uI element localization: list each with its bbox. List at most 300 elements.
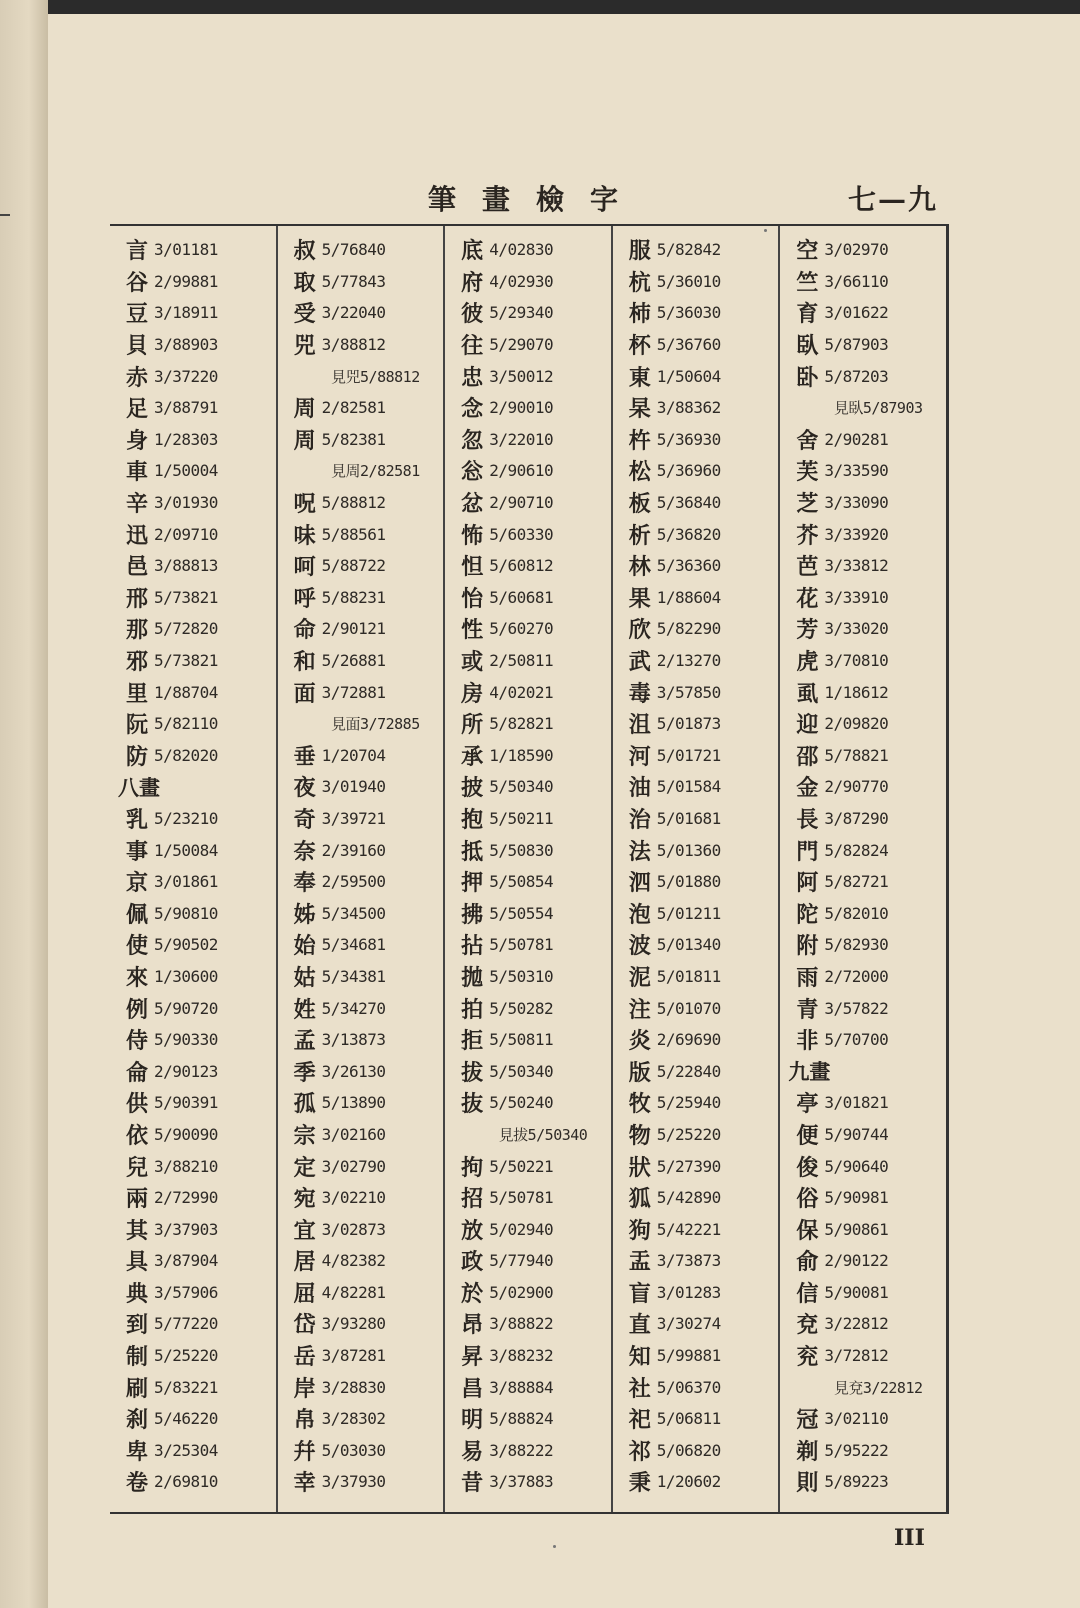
index-entry — [780, 771, 946, 803]
entry-character: 念 — [461, 396, 484, 423]
entry-character: 祀 — [628, 1407, 651, 1434]
index-entry — [278, 297, 444, 329]
index-entry — [445, 424, 611, 456]
entry-character: 辛 — [125, 491, 148, 518]
entry-code: 3/37220 — [154, 366, 218, 386]
index-entry — [278, 1182, 444, 1214]
entry-code: 5/01340 — [656, 935, 721, 955]
entry-code: 5/03030 — [321, 1440, 386, 1460]
entry-code: 5/88824 — [489, 1409, 554, 1429]
entry-character: 來 — [125, 964, 148, 991]
index-entry — [110, 961, 276, 993]
entry-character: 奈 — [293, 838, 316, 865]
entry-character: 則 — [796, 1470, 819, 1497]
entry-character: 青 — [796, 996, 819, 1023]
index-entry — [445, 1055, 611, 1087]
entry-code: 5/76840 — [321, 240, 386, 260]
index-entry — [780, 1119, 946, 1151]
entry-character: 岳 — [293, 1344, 316, 1371]
entry-code: 1/30600 — [154, 966, 218, 986]
entry-character: 毒 — [628, 680, 651, 707]
entry-code: 3/02160 — [321, 1124, 386, 1144]
entry-character: 兕 — [293, 333, 316, 360]
entry-character: 昔 — [461, 1470, 484, 1497]
entry-character: 邪 — [125, 649, 148, 676]
entry-character: 武 — [628, 649, 651, 676]
entry-character: 油 — [628, 775, 651, 802]
entry-code: 5/36960 — [656, 461, 721, 481]
entry-code: 2/69810 — [154, 1472, 218, 1492]
see-reference: 見拔5/50340 — [498, 1125, 588, 1144]
entry-code: 5/01880 — [656, 872, 721, 892]
entry-code: 5/72820 — [154, 619, 218, 639]
entry-character: 炎 — [628, 1028, 651, 1055]
entry-character: 昇 — [461, 1344, 484, 1371]
index-column — [443, 226, 611, 1512]
index-entry — [445, 771, 611, 803]
entry-code: 2/59500 — [321, 872, 386, 892]
entry-code: 5/01811 — [656, 966, 721, 986]
entry-character: 杲 — [628, 396, 651, 423]
entry-character: 狗 — [628, 1217, 651, 1244]
index-entry — [613, 1466, 779, 1498]
entry-code: 3/22040 — [321, 303, 386, 323]
index-entry — [278, 1213, 444, 1245]
entry-character: 取 — [293, 269, 316, 296]
index-entry — [278, 1277, 444, 1309]
entry-code: 3/37883 — [489, 1472, 554, 1492]
entry-character: 拍 — [461, 996, 484, 1023]
entry-character: 非 — [796, 1028, 819, 1055]
index-entry — [278, 961, 444, 993]
index-entry — [780, 424, 946, 456]
entry-code: 5/90861 — [824, 1219, 889, 1239]
index-entry — [110, 708, 276, 740]
entry-code: 3/93280 — [321, 1314, 386, 1334]
index-entry — [780, 329, 946, 361]
entry-code: 5/88561 — [321, 524, 386, 544]
entry-character: 拈 — [461, 933, 484, 960]
entry-code: 1/88604 — [656, 587, 721, 607]
entry-code: 5/89223 — [824, 1472, 889, 1492]
entry-code: 5/90810 — [154, 903, 218, 923]
entry-code: 3/02210 — [321, 1188, 386, 1208]
entry-code: 3/26130 — [321, 1061, 386, 1081]
entry-character: 姓 — [293, 996, 316, 1023]
index-entry — [445, 897, 611, 929]
entry-code: 3/37930 — [321, 1472, 386, 1492]
entry-code: 3/72812 — [824, 1346, 889, 1366]
entry-character: 芝 — [796, 491, 819, 518]
index-entry — [110, 740, 276, 772]
entry-character: 服 — [628, 238, 651, 265]
page-header — [108, 178, 948, 222]
index-entry — [613, 613, 779, 645]
entry-character: 例 — [125, 996, 148, 1023]
entry-character: 邢 — [125, 585, 148, 612]
index-entry — [613, 676, 779, 708]
index-entry — [445, 266, 611, 298]
entry-code: 1/20704 — [321, 745, 386, 765]
entry-code: 3/01181 — [154, 240, 218, 260]
index-entry — [110, 487, 276, 519]
index-entry — [445, 961, 611, 993]
entry-character: 兗 — [796, 1312, 819, 1339]
entry-character: 所 — [461, 712, 484, 739]
entry-code: 5/02900 — [489, 1282, 554, 1302]
index-entry — [110, 1150, 276, 1182]
index-entry — [278, 329, 444, 361]
entry-character: 臥 — [796, 333, 819, 360]
index-entry — [278, 929, 444, 961]
index-column — [778, 226, 946, 1512]
index-entry — [613, 1119, 779, 1151]
entry-character: 侍 — [125, 1028, 148, 1055]
index-entry — [110, 613, 276, 645]
entry-character: 帛 — [293, 1407, 316, 1434]
index-entry — [445, 708, 611, 740]
entry-character: 到 — [125, 1312, 148, 1339]
entry-code: 5/99881 — [656, 1346, 721, 1366]
entry-character: 貝 — [125, 333, 148, 360]
entry-character: 夜 — [293, 775, 316, 802]
entry-code: 4/02930 — [489, 271, 554, 291]
entry-code: 2/90123 — [154, 1061, 218, 1081]
index-entry — [445, 455, 611, 487]
index-entry — [780, 1340, 946, 1372]
index-entry — [445, 1213, 611, 1245]
entry-code: 5/13890 — [321, 1093, 386, 1113]
index-entry — [613, 1435, 779, 1467]
entry-code: 3/50012 — [489, 366, 554, 386]
entry-character: 盂 — [628, 1249, 651, 1276]
entry-code: 3/01940 — [321, 777, 386, 797]
entry-code: 3/01821 — [824, 1093, 889, 1113]
entry-character: 狐 — [628, 1186, 651, 1213]
entry-character: 其 — [125, 1217, 148, 1244]
entry-character: 忠 — [461, 364, 484, 391]
entry-character: 姑 — [293, 964, 316, 991]
entry-code: 5/82721 — [824, 872, 889, 892]
entry-character: 雨 — [796, 964, 819, 991]
entry-character: 阮 — [125, 712, 148, 739]
entry-code: 5/26881 — [321, 651, 386, 671]
index-entry — [780, 1403, 946, 1435]
index-column — [611, 226, 779, 1512]
entry-character: 底 — [461, 238, 484, 265]
index-entry — [613, 771, 779, 803]
index-entry — [278, 1308, 444, 1340]
entry-character: 刹 — [125, 1407, 148, 1434]
entry-character: 竺 — [796, 269, 819, 296]
entry-code: 5/02940 — [489, 1219, 554, 1239]
entry-character: 忽 — [461, 427, 484, 454]
entry-code: 3/39721 — [321, 808, 386, 828]
entry-character: 押 — [461, 870, 484, 897]
entry-character: 昂 — [461, 1312, 484, 1339]
entry-character: 呼 — [293, 585, 316, 612]
index-entry — [278, 1150, 444, 1182]
entry-character: 披 — [461, 775, 484, 802]
entry-code: 5/90640 — [824, 1156, 889, 1176]
index-entry — [110, 518, 276, 550]
entry-character: 拒 — [461, 1028, 484, 1055]
index-entry — [278, 1466, 444, 1498]
index-entry — [110, 297, 276, 329]
entry-code: 5/82110 — [154, 714, 218, 734]
index-entry — [110, 1308, 276, 1340]
index-entry — [110, 897, 276, 929]
index-entry — [278, 266, 444, 298]
entry-code: 4/82281 — [321, 1282, 386, 1302]
entry-code: 3/72881 — [321, 682, 386, 702]
entry-character: 法 — [628, 838, 651, 865]
entry-character: 佩 — [125, 901, 148, 928]
entry-code: 5/90330 — [154, 1030, 218, 1050]
entry-character: 拘 — [461, 1154, 484, 1181]
entry-character: 周 — [293, 396, 316, 423]
entry-code: 5/36030 — [656, 303, 721, 323]
entry-code: 5/87903 — [824, 335, 889, 355]
entry-character: 幸 — [293, 1470, 316, 1497]
entry-code: 2/90010 — [489, 398, 554, 418]
index-entry — [780, 1024, 946, 1056]
index-entry — [780, 929, 946, 961]
entry-character: 花 — [796, 585, 819, 612]
index-entry — [613, 266, 779, 298]
see-reference: 見臥5/87903 — [833, 399, 923, 418]
index-entry — [278, 1245, 444, 1277]
index-entry — [110, 392, 276, 424]
entry-code: 3/01283 — [656, 1282, 721, 1302]
index-entry — [110, 360, 276, 392]
index-entry — [780, 297, 946, 329]
entry-code: 5/34270 — [321, 998, 386, 1018]
entry-code: 5/29340 — [489, 303, 554, 323]
index-entry — [278, 234, 444, 266]
entry-character: 泗 — [628, 870, 651, 897]
entry-character: 制 — [125, 1344, 148, 1371]
entry-code: 5/25220 — [154, 1346, 218, 1366]
entry-character: 芥 — [796, 522, 819, 549]
entry-character: 使 — [125, 933, 148, 960]
index-entry — [110, 550, 276, 582]
index-entry — [780, 234, 946, 266]
index-entry — [445, 834, 611, 866]
entry-code: 3/02790 — [321, 1156, 386, 1176]
entry-character: 泥 — [628, 964, 651, 991]
entry-code: 5/36840 — [656, 493, 721, 513]
index-entry — [613, 1371, 779, 1403]
entry-character: 房 — [461, 680, 484, 707]
entry-character: 怛 — [461, 554, 484, 581]
index-entry — [613, 866, 779, 898]
entry-code: 5/34381 — [321, 966, 386, 986]
index-entry — [780, 1277, 946, 1309]
entry-character: 芙 — [796, 459, 819, 486]
entry-code: 3/28830 — [321, 1377, 386, 1397]
entry-character: 杮 — [628, 301, 651, 328]
index-entry — [613, 1150, 779, 1182]
entry-code: 5/90502 — [154, 935, 218, 955]
entry-code: 1/50604 — [656, 366, 721, 386]
entry-code: 5/01360 — [656, 840, 721, 860]
see-reference: 見周2/82581 — [331, 462, 420, 481]
entry-character: 彼 — [461, 301, 484, 328]
entry-character: 車 — [125, 459, 148, 486]
entry-character: 始 — [293, 933, 316, 960]
index-entry — [613, 961, 779, 993]
index-entry — [613, 1087, 779, 1119]
entry-code: 5/50240 — [489, 1093, 554, 1113]
entry-code: 3/87904 — [154, 1251, 218, 1271]
index-entry — [780, 266, 946, 298]
entry-code: 5/36820 — [656, 524, 721, 544]
entry-code: 3/33020 — [824, 619, 889, 639]
entry-code: 5/50340 — [489, 777, 554, 797]
index-entry — [110, 1340, 276, 1372]
index-entry — [780, 1213, 946, 1245]
index-entry — [278, 803, 444, 835]
entry-code: 5/50830 — [489, 840, 554, 860]
entry-code: 3/88791 — [154, 398, 218, 418]
entry-character: 放 — [461, 1217, 484, 1244]
index-entry — [445, 1277, 611, 1309]
entry-character: 具 — [125, 1249, 148, 1276]
index-entry — [278, 550, 444, 582]
index-entry — [780, 1308, 946, 1340]
entry-code: 5/50781 — [489, 935, 554, 955]
entry-code: 5/73821 — [154, 651, 218, 671]
entry-character: 奇 — [293, 806, 316, 833]
entry-character: 芭 — [796, 554, 819, 581]
index-entry — [780, 1182, 946, 1214]
entry-character: 知 — [628, 1344, 651, 1371]
index-entry — [278, 1119, 444, 1151]
see-reference: 見兕5/88812 — [331, 367, 420, 386]
index-entry — [445, 234, 611, 266]
entry-character: 垂 — [293, 743, 316, 770]
entry-character: 育 — [796, 301, 819, 328]
entry-character: 依 — [125, 1122, 148, 1149]
entry-code: 5/50221 — [489, 1156, 554, 1176]
index-entry — [613, 424, 779, 456]
entry-character: 或 — [461, 649, 484, 676]
entry-code: 3/88884 — [489, 1377, 554, 1397]
index-entry — [278, 613, 444, 645]
header-stroke-range: 七—九 — [847, 183, 938, 216]
index-entry — [445, 866, 611, 898]
entry-character: 拋 — [461, 964, 484, 991]
index-entry — [445, 550, 611, 582]
index-entry — [278, 1055, 444, 1087]
index-entry — [110, 1371, 276, 1403]
index-entry — [278, 392, 444, 424]
index-entry — [445, 803, 611, 835]
entry-code: 5/77940 — [489, 1251, 554, 1271]
entry-character: 祁 — [628, 1438, 651, 1465]
entry-code: 3/57906 — [154, 1282, 218, 1302]
entry-code: 2/90121 — [321, 619, 386, 639]
entry-code: 2/99881 — [154, 271, 218, 291]
entry-code: 3/30274 — [656, 1314, 721, 1334]
index-entry — [278, 866, 444, 898]
entry-character: 盲 — [628, 1280, 651, 1307]
index-entry — [110, 582, 276, 614]
entry-code: 2/39160 — [321, 840, 386, 860]
entry-character: 命 — [293, 617, 316, 644]
entry-code: 5/23210 — [154, 808, 218, 828]
index-entry — [445, 1403, 611, 1435]
entry-code: 2/90610 — [489, 461, 554, 481]
entry-character: 谷 — [125, 269, 148, 296]
entry-code: 3/88903 — [154, 335, 218, 355]
index-entry — [613, 645, 779, 677]
section-label: 八畫 — [118, 774, 160, 800]
entry-character: 昌 — [461, 1375, 484, 1402]
section-label: 九畫 — [788, 1059, 831, 1085]
index-entry — [110, 1087, 276, 1119]
entry-code: 5/60330 — [489, 524, 554, 544]
entry-code: 5/06811 — [656, 1409, 721, 1429]
entry-character: 呪 — [293, 491, 316, 518]
section-heading — [780, 1055, 946, 1087]
entry-character: 狀 — [628, 1154, 651, 1181]
entry-code: 5/06370 — [656, 1377, 721, 1397]
index-entry — [110, 834, 276, 866]
entry-character: 沮 — [628, 712, 651, 739]
entry-character: 牧 — [628, 1091, 651, 1118]
entry-code: 5/78821 — [824, 745, 889, 765]
entry-code: 5/50554 — [489, 903, 554, 923]
entry-character: 金 — [796, 775, 819, 802]
entry-code: 5/88722 — [321, 556, 386, 576]
index-entry — [110, 992, 276, 1024]
entry-code: 5/82930 — [824, 935, 889, 955]
entry-code: 3/33590 — [824, 461, 889, 481]
index-entry — [445, 582, 611, 614]
index-entry — [613, 803, 779, 835]
index-entry — [613, 1024, 779, 1056]
entry-code: 5/36760 — [656, 335, 721, 355]
index-entry — [445, 1182, 611, 1214]
entry-character: 孟 — [293, 1028, 316, 1055]
entry-character: 俞 — [796, 1249, 819, 1276]
cross-reference — [278, 360, 444, 392]
index-entry — [110, 234, 276, 266]
entry-code: 5/90981 — [824, 1188, 889, 1208]
entry-code: 2/90770 — [824, 777, 889, 797]
entry-code: 2/69690 — [656, 1030, 721, 1050]
entry-code: 5/25940 — [656, 1093, 721, 1113]
entry-character: 季 — [293, 1059, 316, 1086]
entry-code: 3/02873 — [321, 1219, 386, 1239]
entry-code: 5/42890 — [656, 1188, 721, 1208]
entry-character: 怡 — [461, 585, 484, 612]
index-entry — [445, 360, 611, 392]
index-entry — [278, 676, 444, 708]
entry-character: 長 — [796, 806, 819, 833]
entry-code: 3/33910 — [824, 587, 889, 607]
index-entry — [613, 740, 779, 772]
index-entry — [110, 424, 276, 456]
entry-character: 姊 — [293, 901, 316, 928]
entry-code: 3/33812 — [824, 556, 889, 576]
entry-code: 5/88812 — [321, 493, 386, 513]
index-entry — [613, 1308, 779, 1340]
entry-character: 版 — [628, 1059, 651, 1086]
entry-code: 5/82381 — [321, 429, 386, 449]
